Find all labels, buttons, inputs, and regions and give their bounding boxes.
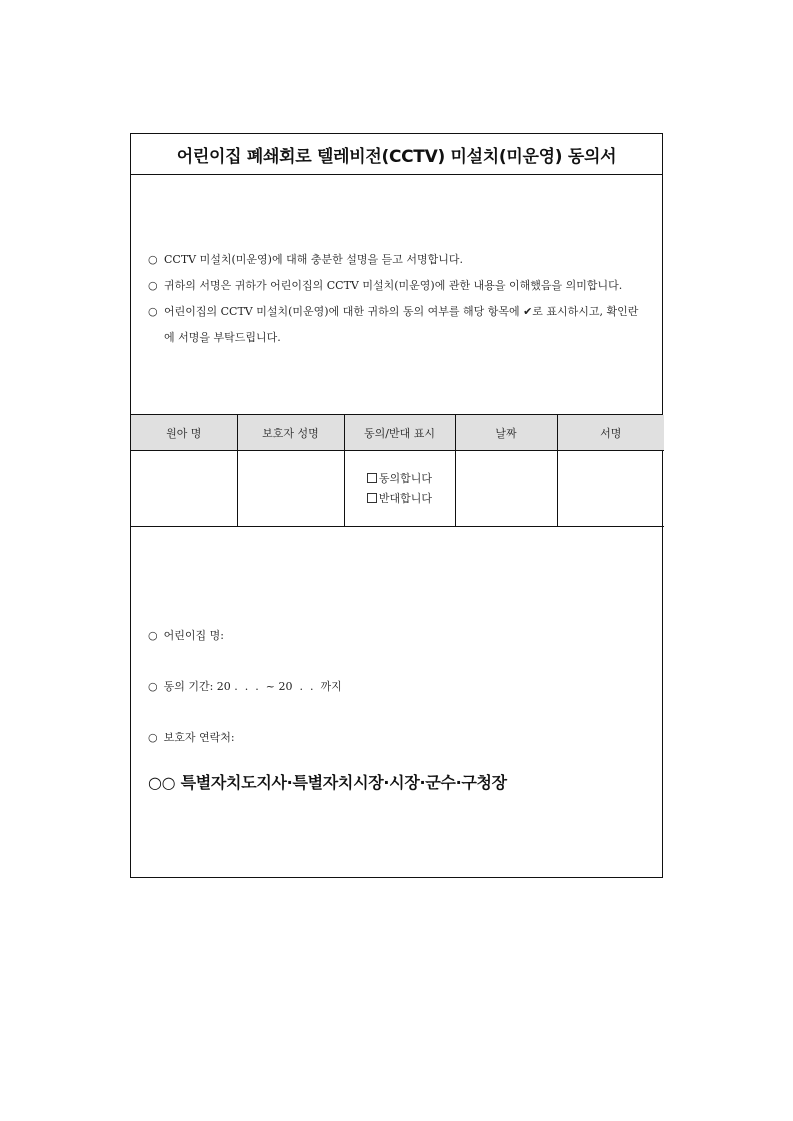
- table-header-row: [131, 415, 664, 451]
- daycare-name-label: 어린이집 명:: [163, 629, 224, 642]
- date-cell[interactable]: [455, 451, 557, 527]
- daycare-name-field: [148, 627, 224, 643]
- header-consent-mark: 동의/반대 표시: [344, 415, 455, 451]
- circle-bullet-icon: ○: [148, 731, 158, 744]
- header-guardian-name: 보호자 성명: [237, 415, 344, 451]
- table-row: [131, 451, 664, 527]
- header-child-name: 원아 명: [131, 415, 237, 451]
- circle-bullet-icon: ○: [148, 305, 158, 318]
- consent-form: [130, 133, 663, 878]
- agree-label: 동의합니다: [378, 471, 433, 485]
- issuing-authority: ○○ 특별자치도지사·특별자치시장·시장·군수·구청장: [148, 773, 507, 792]
- checkbox-icon[interactable]: [367, 473, 377, 483]
- circle-bullet-icon: ○: [148, 629, 158, 642]
- notice-text-2: 귀하의 서명은 귀하가 어린이집의 CCTV 미설치(미운영)에 관한 내용을 이해했음을 의미합니다.: [164, 279, 623, 292]
- circle-bullet-icon: ○: [148, 279, 158, 292]
- signature-cell[interactable]: [557, 451, 664, 527]
- circle-bullet-icon: ○: [148, 253, 158, 266]
- agree-option[interactable]: [345, 469, 455, 489]
- notice-text-1: CCTV 미설치(미운영)에 대해 충분한 설명을 듣고 서명합니다.: [164, 253, 463, 266]
- consent-table: [131, 415, 664, 527]
- child-name-cell[interactable]: [131, 451, 237, 527]
- guardian-contact-label: 보호자 연락처:: [163, 731, 235, 744]
- disagree-label: 반대합니다: [378, 491, 433, 505]
- consent-mark-cell: [344, 451, 455, 527]
- notice-item-2: [148, 273, 648, 299]
- notice-item-3: [148, 299, 648, 351]
- notice-list: [148, 247, 648, 351]
- consent-period-label: 동의 기간: 20 . . . ~ 20 . . 까지: [163, 680, 342, 693]
- form-title: 어린이집 폐쇄회로 텔레비전(CCTV) 미설치(미운영) 동의서: [131, 134, 662, 175]
- guardian-contact-field: [148, 729, 235, 745]
- consent-period-field: [148, 678, 342, 694]
- checkbox-icon[interactable]: [367, 493, 377, 503]
- circle-bullet-icon: ○: [148, 680, 158, 693]
- notice-text-3: 어린이집의 CCTV 미설치(미운영)에 대한 귀하의 동의 여부를 해당 항목에 ✔로 표시하시고, 확인란에 서명을 부탁드립니다.: [164, 305, 639, 344]
- notice-item-1: [148, 247, 648, 273]
- guardian-name-cell[interactable]: [237, 451, 344, 527]
- disagree-option[interactable]: [345, 489, 455, 509]
- header-date: 날짜: [455, 415, 557, 451]
- header-signature: 서명: [557, 415, 664, 451]
- notice-section: [131, 175, 662, 415]
- info-section: [131, 527, 662, 877]
